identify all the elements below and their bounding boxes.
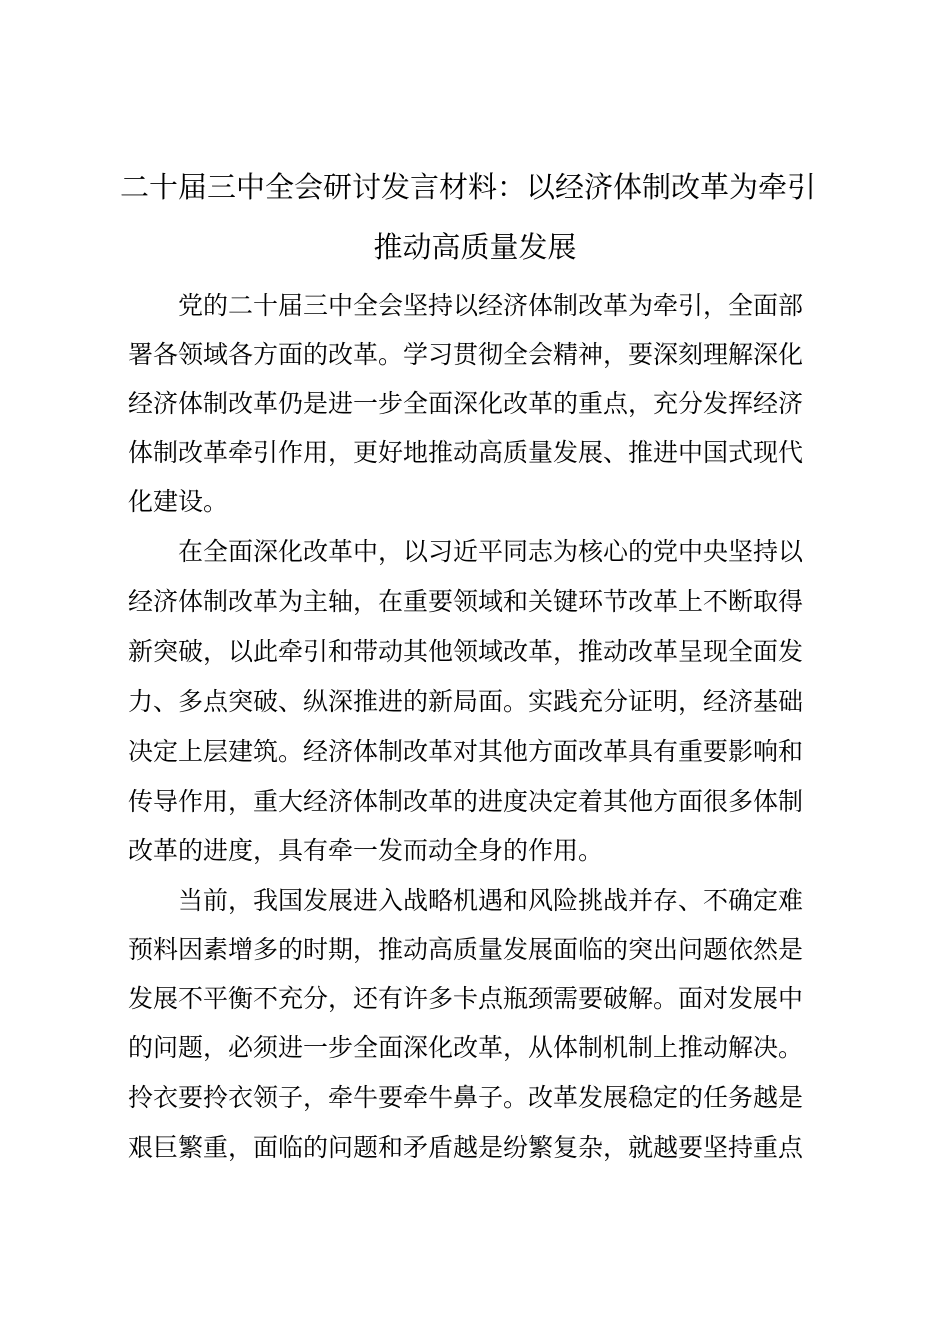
paragraph-line: 新突破，以此牵引和带动其他领域改革，推动改革呈现全面发: [128, 637, 804, 666]
paragraph-line: 拎衣要拎衣领子，牵牛要牵牛鼻子。改革发展稳定的任务越是: [128, 1083, 804, 1112]
paragraph-line: 的问题，必须进一步全面深化改革，从体制机制上推动解决。: [128, 1033, 804, 1062]
document-title-line-2: 推动高质量发展: [373, 230, 577, 264]
paragraph-line: 发展不平衡不充分，还有许多卡点瓶颈需要破解。面对发展中: [128, 984, 804, 1013]
document-title-line-1: 二十届三中全会研讨发言材料：以经济体制改革为牵引: [120, 170, 817, 204]
paragraph-line: 体制改革牵引作用，更好地推动高质量发展、推进中国式现代: [128, 438, 804, 467]
paragraph-line: 在全面深化改革中，以习近平同志为核心的党中央坚持以: [178, 537, 804, 566]
paragraph-line: 化建设。: [128, 487, 229, 516]
paragraph-line: 当前，我国发展进入战略机遇和风险挑战并存、不确定难: [178, 886, 804, 915]
paragraph-line: 预料因素增多的时期，推动高质量发展面临的突出问题依然是: [128, 935, 804, 964]
paragraph-line: 艰巨繁重，面临的问题和矛盾越是纷繁复杂，就越要坚持重点: [128, 1133, 804, 1162]
paragraph-line: 传导作用，重大经济体制改革的进度决定着其他方面很多体制: [128, 787, 804, 816]
paragraph-line: 决定上层建筑。经济体制改革对其他方面改革具有重要影响和: [128, 737, 804, 766]
paragraph-line: 署各领域各方面的改革。学习贯彻全会精神，要深刻理解深化: [128, 340, 804, 369]
paragraph-line: 经济体制改革仍是进一步全面深化改革的重点，充分发挥经济: [128, 389, 804, 418]
paragraph-line: 党的二十届三中全会坚持以经济体制改革为牵引，全面部: [178, 291, 804, 320]
paragraph-line: 改革的进度，具有牵一发而动全身的作用。: [128, 836, 604, 865]
paragraph-line: 力、多点突破、纵深推进的新局面。实践充分证明，经济基础: [128, 687, 804, 716]
paragraph-line: 经济体制改革为主轴，在重要领域和关键环节改革上不断取得: [128, 587, 804, 616]
